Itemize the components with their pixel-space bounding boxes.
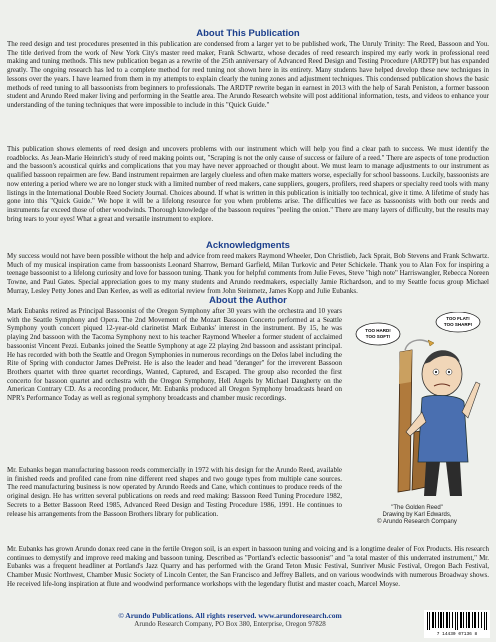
caption-copyright: © Arundo Research Company (377, 519, 457, 526)
barcode-bars (424, 610, 490, 632)
svg-text:TOO SOFT!: TOO SOFT! (365, 334, 391, 339)
svg-text:TOO SHARP!: TOO SHARP! (443, 322, 473, 327)
heading-acknowledgments: Acknowledgments (206, 240, 290, 251)
golden-reed-illustration (350, 312, 485, 502)
caption-title: "The Golden Reed" (391, 505, 443, 511)
svg-text:TOO FLAT!: TOO FLAT! (446, 316, 470, 321)
heading-about-publication: About This Publication (196, 28, 300, 39)
caption-credit: Drawing by Karl Edwards, (382, 512, 452, 519)
cartoon-drawing (350, 312, 485, 502)
paragraph-author-1: Mark Eubanks retired as Principal Bassoonist of the Oregon Symphony after 30 years with the orchestra and 10 years with the Seattle Symphony and Opera. The 2nd Movement of the Mozart Bassoon Concerto performed at a Seattle Symphony youth concert piqued 12-year-old clarinetist Mark Eubanks' interest in the instrument. By 15, he was playing 2nd bassoon with the Tacoma Symphony next to his teacher Raymond Wheeler a former student of acclaimed bassoonist Vincent Pezzi. Eubanks joined the Seattle Symphony at age 22 playing 2nd bassoon and assistant principal. He has recorded with both the Seattle and Oregon Symphonies in numerous recordings on the Delos label including the Rite of Spring with conductor James DePreist. He is also the leader and head "deranger" for the irreverent Bassoon Brothers quartet with three quartet recordings, Wanted, Captured, and Escaped. The group also recorded the first concerto for bassoon quartet and orchestra with the Oregon Symphony, Hell Angels by Michael Daugherty on the American Contrary CD. As a recording producer, Mr. Eubanks produced all Oregon Symphony broadcasts heard on NPR's Performance Today as well as regional symphony broadcasts and chamber music recordings. (7, 307, 342, 403)
paragraph-about-1: The reed design and test procedures presented in this publication are condensed from a larger yet to be published work, The Unruly Trinity: The Reed, Bassoon and You. The title derived from the work of New York City's master reed maker, Frank Schwartz, whose decades of reed research inspired my early work in professional reed making and tuning methods. This new publication began as a rewrite of the 25th anniversary of Advanced Reed Design and Testing Procedure (ARDTP) but has expanded greatly. The ongoing research has led to a complete method for reed tuning not shown here in its entirety. Many students have helped develop these new techniques in lessons over the years. I have learned from them in my attempts to explain clearly the tuning zones and adjustment techniques. This condensed publication shows the basic methods of reed tuning to all bassoonists from beginners to professionals. The ARDTP rewrite began in earnest in 2013 with the help of Sarah Peniston, a former bassoon student and Arundo Reed maker living and performing in the Seattle area. The Arundo Research website will post additional information, tests, and videos to enhance your understanding of the tuning techniques that were impossible to include in this "Quick Guide." (7, 40, 489, 109)
paragraph-author-2: Mr. Eubanks began manufacturing bassoon reeds commercially in 1972 with his design for the Arundo Reed, available in finished reeds and profiled cane from nine different reed shapes and two gouge types from multiple cane sources. The reed manufacturing business is now operated by Arundo Reeds and Cane, which continues to produce reeds of the original design. He has written several publications on reeds and reed making: Bassoon Reed Tuning Procedure 1982, Secrets to a Better Bassoon Reed 1985, Advanced Reed Design and Testing Procedure 1986, 1991. He continues to release his arrangements from the Bassoon Brothers library for publication. (7, 466, 342, 518)
footer-address: Arundo Research Company, PO Box 380, Enterprise, Oregon 97828 (134, 620, 326, 628)
paragraph-about-2: This publication shows elements of reed design and uncovers problems with our instrument which will help you find a clear path to success. We must identify the roadblocks. As Jean-Marie Heinrich's study of reed making points out, "Scraping is not the only cause of success or failure of a reed." There are aspects of tone production and the bassoon's acoustical quirks and complications that you may have never approached or thought about. We must learn to manage adjustments to our instrument as qualified bassoon repairmen are few. Band instrument repairmen are largely clueless and often make matters worse, especially for school bassoons. Luckily, bassoonists are now entering a period where we are no longer stuck with a limited number of reed makers, cane suppliers, gougers, profilers, reed shapers or specialty reed tools with many listings in the International Double Reed Society Journal. Choices abound. If what is written in this publication is initially too technical, give it time. A lifetime of study has gone into this "Quick Guide." We hope it will be a lifelong resource for you when problems arise. The difficulties we face as bassoonists with both our reeds and instruments far exceed those of other woodwinds. Thorough knowledge of the bassoon requires "peeling the onion." There are many layers of difficulty, but the results may bring tears to your eyes! What a great and versatile instrument to explore. (7, 145, 489, 223)
svg-text:TOO HARD!: TOO HARD! (365, 328, 391, 333)
barcode-digits: 7 14430 07136 8 (436, 632, 478, 637)
barcode (424, 610, 490, 638)
paragraph-acknowledgments: My success would not have been possible without the help and advice from reed makers Raymond Wheeler, Don Christlieb, Jack Sprait, Bob Stevens and Frank Schwartz. Much of my musical inspiration came from bassoonists Leonard Sharrow, Bernard Garfield, Milan Turkovic and Peter Schickele. Thank you to Alan Fox for inspiring a teenage bassoonist to a lifelong curiosity and love for bassoon tuning. Thank you for helpful comments from Julie Feves, Steve "high note" Harriswangler, Rebecca Noreen Towne, and Paul Gates. Special appreciation goes to my many students and Arundo reedmakers, especially Jamie Richardson, and to my Seattle focus group Michael Murray, Lesley Petty Jones and Dan Kerlee, as well as editorial review from John Steinmetz, James Kopp and Julie Eubanks. (7, 252, 489, 295)
footer-copyright: © Arundo Publications. All rights reserved. www.arundoresearch.com (118, 611, 342, 620)
footer (60, 611, 400, 629)
heading-about-author: About the Author (209, 295, 287, 306)
illustration-caption (352, 505, 482, 527)
paragraph-author-3: Mr. Eubanks has grown Arundo donax reed cane in the fertile Oregon soil, is an expert in bassoon tuning and voicing and is a longtime dealer of Fox Products. His research continues to demystify and improve reed making and bassoon tuning. Described as "Portland's eclectic bassoonist" and "a total master of this underrated instrument," Mr. Eubanks was a frequent headliner at Portland's Jazz Quarry and has performed with the Grand Teton Music Festival, Sunriver Music Festival, Oregon Bach Festival, Chamber Music Northwest, Chamber Music Society of Lincoln Center, the San Francisco and Jeffrey Ballets, and on various woodwinds with numerous Broadway shows. He received life-long inspiration at flute and woodwind performance workshops with the legendary flutist and master coach, Marcel Moyse. (7, 545, 489, 588)
